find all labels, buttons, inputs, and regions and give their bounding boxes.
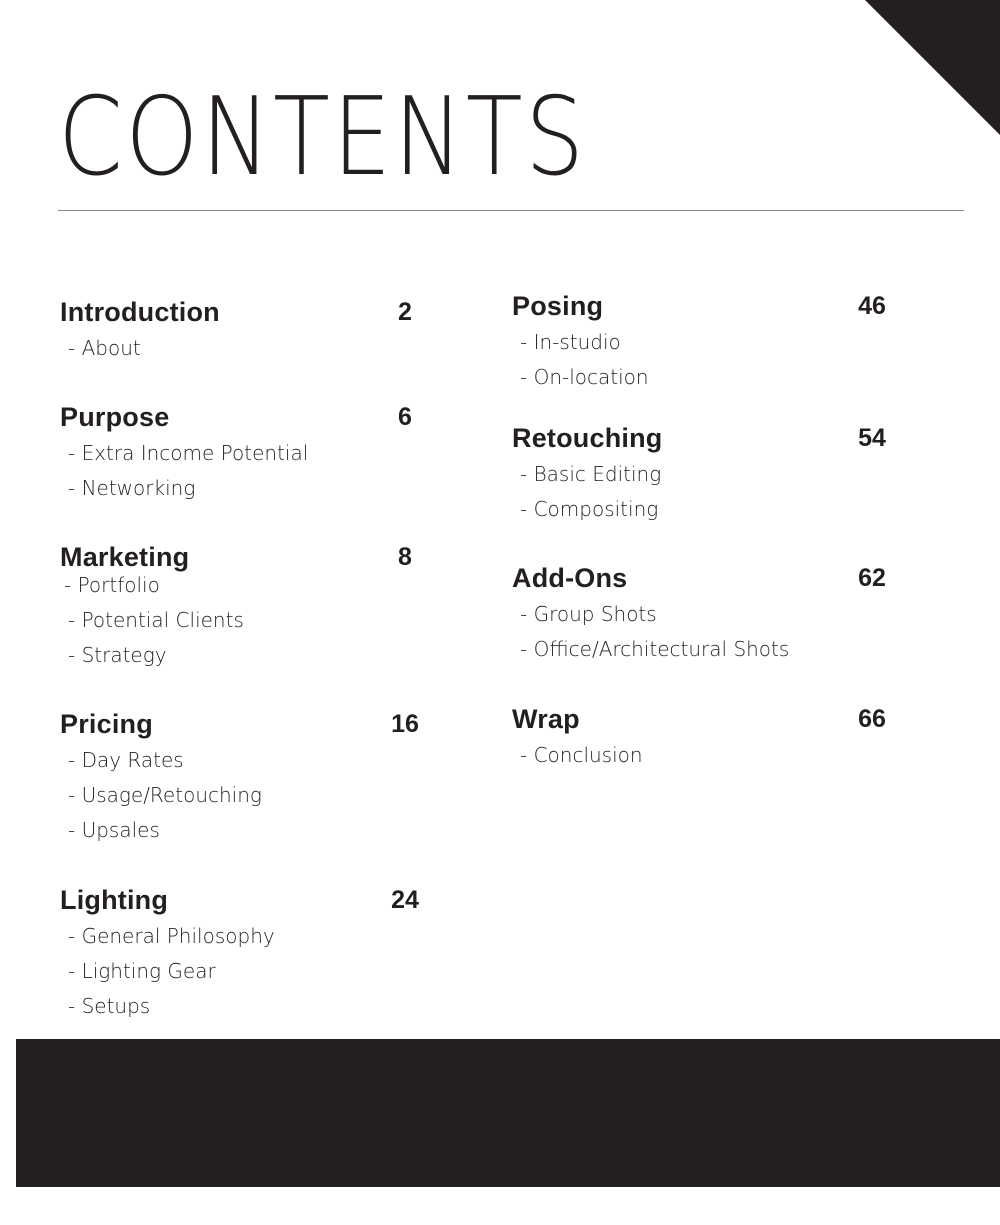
toc-section-retouching[interactable] [512,421,900,527]
section-title: Marketing [60,542,190,572]
section-title: Lighting [60,885,169,915]
subsection-item: - Usage/Retouching [68,783,262,807]
section-title: Introduction [60,297,220,327]
subsection-item: - Upsales [68,818,160,842]
subsection-item: - Office/Architectural Shots [520,637,790,661]
page-number: 66 [858,705,886,733]
subsection-list [512,738,900,773]
section-title: Pricing [60,709,153,739]
subsection-list [60,743,400,848]
toc-section-add-ons[interactable] [512,561,900,667]
page-number: 2 [398,298,412,326]
page-number: 6 [398,403,412,431]
subsection-item: - Potential Clients [68,608,244,632]
subsection-item: - Networking [68,476,196,500]
subsection-item: - Conclusion [520,743,643,767]
section-title: Posing [512,291,604,321]
subsection-item: - In-studio [520,330,621,354]
section-title: Wrap [512,704,580,734]
section-title: Purpose [60,402,170,432]
page-number: 8 [398,543,412,571]
subsection-item: - Compositing [520,497,659,521]
subsection-item: - Group Shots [520,602,657,626]
page-number: 46 [858,292,886,320]
page-number: 16 [391,710,419,738]
subsection-list [60,568,400,673]
subsection-list [512,457,900,527]
title-divider [58,210,964,211]
toc-section-wrap[interactable] [512,702,900,773]
subsection-list [60,436,400,506]
subsection-item: - Setups [68,994,151,1018]
subsection-item: - Day Rates [68,748,184,772]
page-number: 54 [858,424,886,452]
subsection-item: - On-location [520,365,649,389]
toc-section-marketing[interactable] [60,540,412,673]
toc-section-pricing[interactable] [60,707,419,848]
toc-section-posing[interactable] [512,289,900,395]
toc-section-lighting[interactable] [60,883,419,1024]
subsection-item: - Portfolio [64,573,160,597]
subsection-item: - Strategy [68,643,167,667]
subsection-item: - Basic Editing [520,462,662,486]
subsection-item: - General Philosophy [68,924,275,948]
subsection-list [60,331,400,366]
section-title: Add-Ons [512,563,628,593]
subsection-item: - About [68,336,141,360]
page-title: CONTENTS [58,75,587,200]
section-title: Retouching [512,423,663,453]
subsection-item: - Extra Income Potential [68,441,309,465]
page-number: 62 [858,564,886,592]
toc-section-purpose[interactable] [60,400,412,506]
corner-triangle-decoration [865,0,1000,135]
toc-section-introduction[interactable] [60,295,412,366]
subsection-list [60,919,400,1024]
bottom-decorative-band [16,1039,1000,1187]
subsection-list [512,325,900,395]
page-number: 24 [391,886,419,914]
subsection-item: - Lighting Gear [68,959,216,983]
subsection-list [512,597,900,667]
